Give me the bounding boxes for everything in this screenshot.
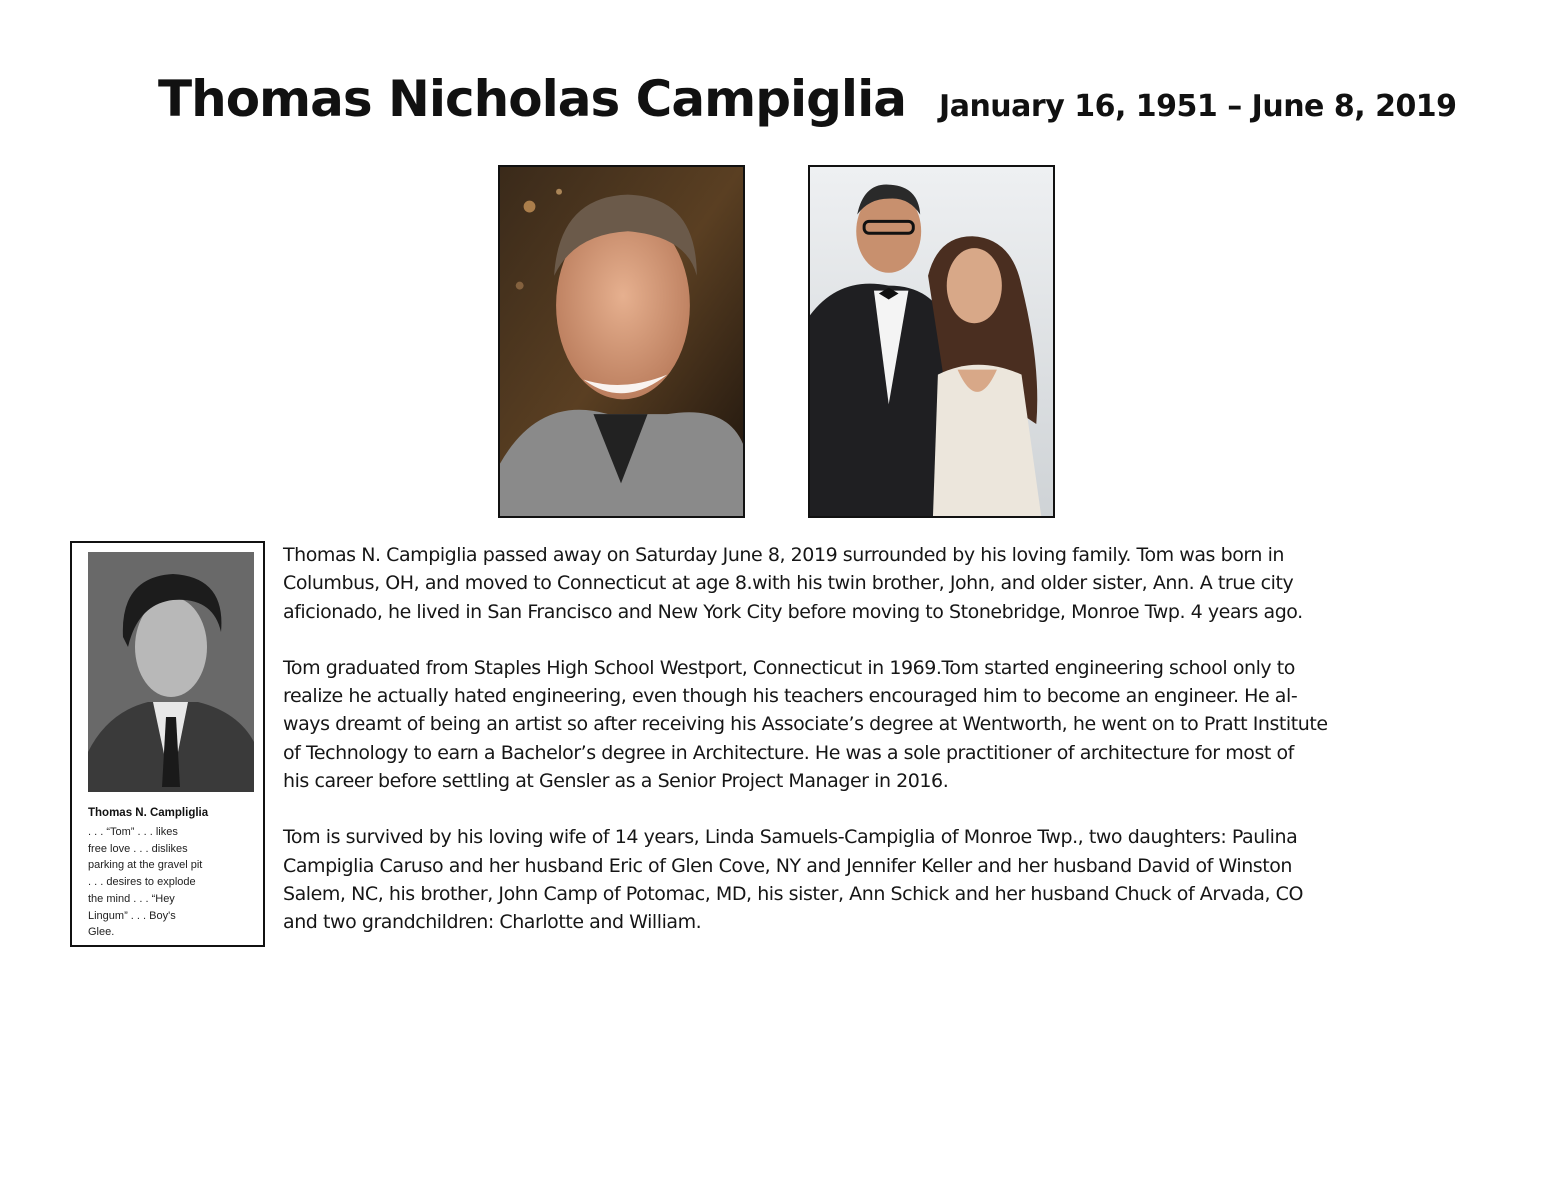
yearbook-caption-line: free love . . . dislikes — [88, 842, 188, 855]
yearbook-name: Thomas N. Campliglia — [88, 807, 209, 819]
bio-line: aficionado, he lived in San Francisco and New York City before moving to Stonebridge, Monroe Twp. 4 years ago. — [283, 600, 1303, 623]
yearbook-caption-line: the mind . . . “Hey — [88, 892, 175, 905]
couple-photo-image — [810, 167, 1053, 516]
bio-paragraph — [283, 654, 1483, 795]
bio-line: of Technology to earn a Bachelor’s degree in Architecture. He was a sole practitioner of architecture for most of — [283, 741, 1294, 764]
bio-line: Tom graduated from Staples High School Westport, Connecticut in 1969.Tom started engineering school only to — [283, 656, 1295, 679]
yearbook-caption-line: parking at the gravel pit — [88, 859, 203, 872]
yearbook-clipping — [70, 541, 265, 947]
bio-line: his career before settling at Gensler as a Senior Project Manager in 2016. — [283, 770, 949, 793]
bio-line: Columbus, OH, and moved to Connecticut at age 8.with his twin brother, John, and older sister, Ann. A true city — [283, 572, 1294, 595]
bio-line: Tom is survived by his loving wife of 14 years, Linda Samuels-Campiglia of Monroe Twp., two daughters: Paulina — [283, 826, 1298, 849]
header — [158, 70, 1457, 128]
bio-line: realize he actually hated engineering, even though his teachers encouraged him to become an engineer. He al- — [283, 685, 1298, 708]
bio-line: Thomas N. Campiglia passed away on Saturday June 8, 2019 surrounded by his loving family. Tom was born in — [283, 544, 1284, 566]
portrait-photo-image — [500, 167, 743, 516]
bio-line: and two grandchildren: Charlotte and William. — [283, 911, 702, 934]
life-dates: January 16, 1951 – June 8, 2019 — [939, 89, 1457, 124]
yearbook-photo — [88, 552, 254, 792]
yearbook-caption-line: . . . desires to explode — [88, 876, 196, 889]
bio-paragraph — [283, 823, 1483, 936]
bio-line: ways dreamt of being an artist so after receiving his Associate’s degree at Wentworth, he went on to Pratt Institute — [283, 713, 1328, 736]
yearbook-caption-line: Lingum” . . . Boy's — [88, 909, 176, 922]
yearbook-caption-line: Glee. — [88, 926, 115, 939]
page-title: Thomas Nicholas Campiglia — [158, 70, 906, 128]
biography — [283, 541, 1483, 965]
yearbook-caption — [88, 824, 248, 941]
bio-line: Campiglia Caruso and her husband Eric of Glen Cove, NY and Jennifer Keller and her husband David of Winston — [283, 854, 1293, 877]
bio-paragraph — [283, 541, 1483, 626]
couple-photo — [808, 165, 1055, 518]
yearbook-caption-line: . . . “Tom” . . . likes — [88, 826, 178, 838]
bio-line: Salem, NC, his brother, John Camp of Potomac, MD, his sister, Ann Schick and her husband Chuck of Arvada, CO — [283, 882, 1304, 905]
yearbook-photo-image — [88, 552, 254, 792]
portrait-photo — [498, 165, 745, 518]
